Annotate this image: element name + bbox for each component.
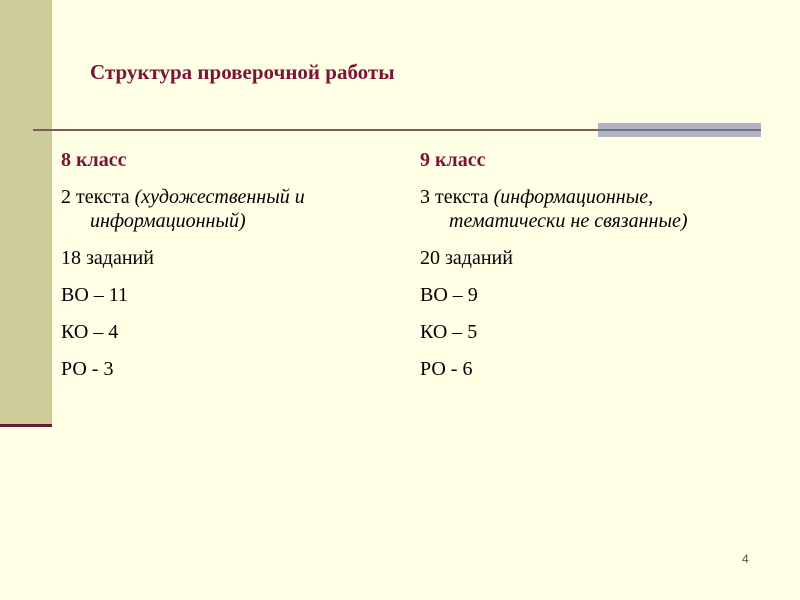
column-heading: 8 класс bbox=[61, 149, 127, 171]
tasks-count: 20 заданий bbox=[420, 247, 513, 269]
ro-count: РО - 3 bbox=[61, 358, 114, 380]
vo-count: ВО – 11 bbox=[61, 284, 129, 306]
texts-type-line1: (художественный и bbox=[134, 186, 305, 208]
texts-type-line2: тематически не связанные) bbox=[449, 210, 688, 232]
column-grade-8 bbox=[61, 148, 411, 394]
vo-count: ВО – 9 bbox=[420, 284, 478, 306]
column-heading: 9 класс bbox=[420, 149, 486, 171]
ro-count: РО - 6 bbox=[420, 358, 473, 380]
column-grade-9 bbox=[420, 148, 770, 394]
sidebar-decoration bbox=[0, 0, 52, 426]
tasks-count: 18 заданий bbox=[61, 247, 154, 269]
texts-count bbox=[420, 185, 770, 233]
ko-count: КО – 5 bbox=[420, 321, 478, 343]
texts-type-line2: информационный) bbox=[90, 210, 246, 232]
page-title: Структура проверочной работы bbox=[90, 60, 395, 84]
texts-count-plain: 2 текста bbox=[61, 186, 135, 208]
divider-accent-block bbox=[598, 123, 761, 137]
texts-count bbox=[61, 185, 411, 233]
ko-count: КО – 4 bbox=[61, 321, 119, 343]
sidebar-rule bbox=[0, 424, 52, 427]
texts-type-line1: (информационные, bbox=[493, 186, 654, 208]
page-number: 4 bbox=[742, 552, 749, 566]
texts-count-plain: 3 текста bbox=[420, 186, 494, 208]
